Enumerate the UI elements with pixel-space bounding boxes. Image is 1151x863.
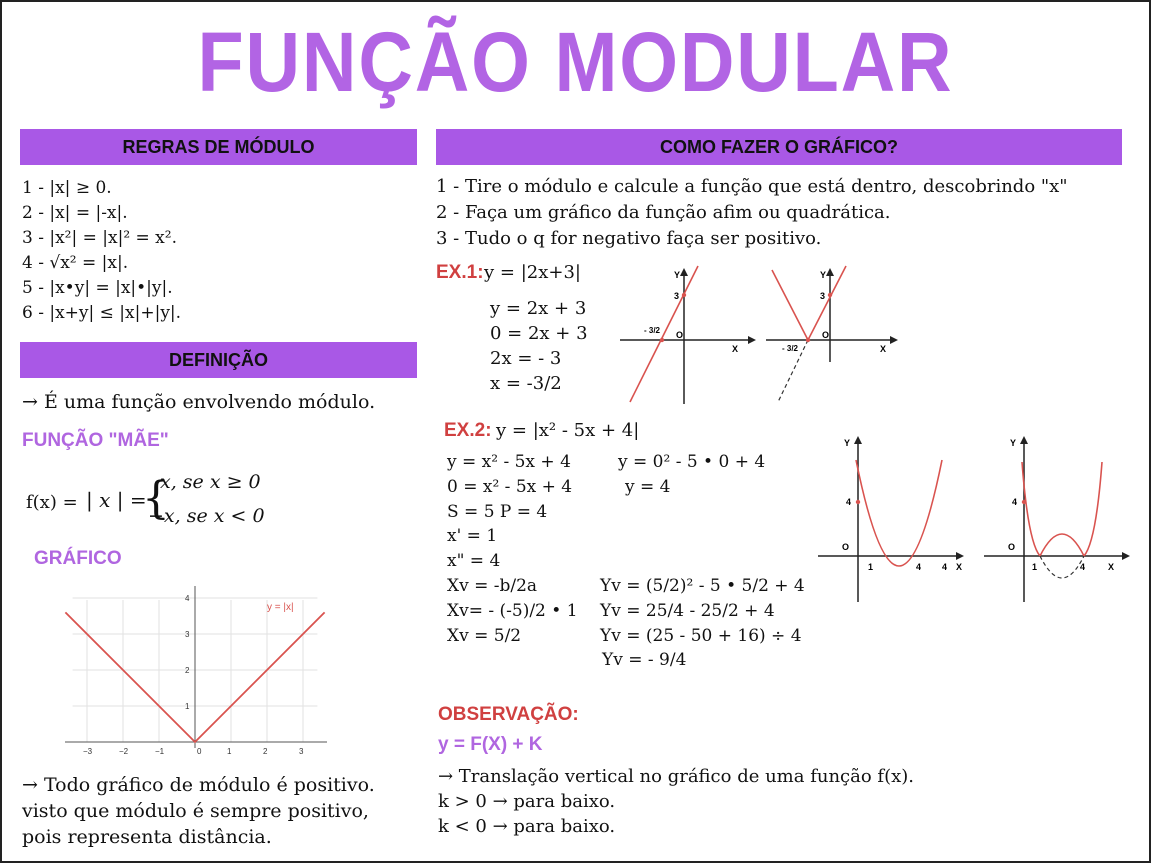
ex2-step: y = x² - 5x + 4 xyxy=(447,452,571,472)
ex2-graph-abs xyxy=(982,432,1132,604)
ex2-step: Xv = 5/2 xyxy=(447,625,522,646)
ex1b-point xyxy=(828,293,832,297)
ex2-step: x' = 1 xyxy=(447,526,498,547)
rule-item: 2 - |x| = |-x|. xyxy=(22,203,128,223)
observation-line: → Translação vertical no gráfico de uma função f(x). xyxy=(438,766,915,787)
ex1a-point xyxy=(682,293,686,297)
ex2b-origin: O xyxy=(1008,542,1016,552)
ex2-step: Yv = - 9/4 xyxy=(602,650,687,671)
ex2-graph-quadratic xyxy=(816,432,966,604)
ex1b-point xyxy=(806,338,810,342)
ex2-step: y = 0² - 5 • 0 + 4 xyxy=(618,452,766,472)
ex1-equation: y = |2x+3| xyxy=(484,262,581,283)
abs-y-tick: 4 xyxy=(185,594,190,603)
abs-x-tick: 3 xyxy=(299,747,304,756)
rule-item: 5 - |x•y| = |x|•|y|. xyxy=(22,278,173,298)
abs-x-tick: 0 xyxy=(197,747,202,756)
ex2a-origin: O xyxy=(842,542,850,552)
ex2b-dashed-arc xyxy=(1040,556,1084,578)
abs-y-tick: 2 xyxy=(185,666,190,675)
observation-lines xyxy=(438,764,914,839)
ex2-right-bottom xyxy=(600,574,805,673)
ex2b-y-label: Y xyxy=(1010,438,1017,448)
abs-x-tick: −2 xyxy=(119,747,129,756)
ex2b-y-arrow xyxy=(1020,436,1028,444)
observation-line: k < 0 → para baixo. xyxy=(438,816,616,837)
abs-y-tick: 3 xyxy=(185,630,190,639)
ex1a-y-label: Y xyxy=(674,270,681,280)
observation-line: k > 0 → para baixo. xyxy=(438,791,616,812)
ex2-step: Xv= - (-5)/2 • 1 xyxy=(447,600,578,621)
ex1-label: EX.1: xyxy=(436,262,484,283)
rule-item: 4 - √x² = |x|. xyxy=(22,253,129,273)
ex1b-root: - 3/2 xyxy=(782,344,799,353)
ex1-graph-linear xyxy=(616,262,756,407)
definition-text: → É uma função envolvendo módulo. xyxy=(22,391,376,413)
ex2a-y-arrow xyxy=(854,436,862,444)
ex2b-reflected-arc xyxy=(1040,534,1084,556)
ex2b-right-branch xyxy=(1084,462,1102,556)
ex1a-origin: O xyxy=(676,330,684,340)
ex1-step: 0 = 2x + 3 xyxy=(490,323,588,344)
formula-abs: | x | = xyxy=(86,488,147,512)
definition-header: DEFINIÇÃO xyxy=(20,342,417,378)
observation-formula: y = F(X) + K xyxy=(438,734,543,755)
abs-graph xyxy=(55,580,335,760)
rules-list xyxy=(22,176,181,326)
ex2-step: Yv = (5/2)² - 5 • 5/2 + 4 xyxy=(600,576,805,596)
ex2b-intercept: 4 xyxy=(1012,497,1018,507)
howto-header: COMO FAZER O GRÁFICO? xyxy=(436,129,1122,165)
ex2a-x-arrow xyxy=(956,552,964,560)
rule-item: 1 - |x| ≥ 0. xyxy=(22,178,112,198)
abs-y-ticks xyxy=(185,594,190,711)
ex2a-root1: 1 xyxy=(868,562,874,572)
ex1b-right-branch xyxy=(808,266,846,340)
formula-lhs: f(x) = xyxy=(26,492,78,513)
ex2-left-steps xyxy=(447,450,578,648)
abs-x-tick: −1 xyxy=(155,747,165,756)
rule-item: 3 - |x²| = |x|² = x². xyxy=(22,228,177,248)
abs-x-tick: 1 xyxy=(227,747,232,756)
ex1a-root: - 3/2 xyxy=(644,326,661,335)
mother-formula xyxy=(26,470,306,540)
ex2b-root2: 4 xyxy=(1080,562,1086,572)
ex2b-x-label: X xyxy=(1108,562,1115,572)
ex2a-point xyxy=(856,500,860,504)
abs-y-tick: 1 xyxy=(185,702,190,711)
ex1a-x-arrow xyxy=(748,336,756,344)
ex2b-x-arrow xyxy=(1122,552,1130,560)
formula-case2: −x, se x < 0 xyxy=(148,505,265,527)
ex1b-x-arrow xyxy=(890,336,898,344)
ex1-steps xyxy=(490,296,588,396)
ex2-equation: y = |x² - 5x + 4| xyxy=(496,420,640,441)
howto-step: 1 - Tire o módulo e calcule a função que está dentro, descobrindo "x" xyxy=(436,176,1068,197)
ex2a-y-label: Y xyxy=(844,438,851,448)
ex2-step: x" = 4 xyxy=(447,551,501,572)
rule-item: 6 - |x+y| ≤ |x|+|y|. xyxy=(22,303,182,323)
ex1b-intercept: 3 xyxy=(820,291,826,301)
ex2b-point xyxy=(1022,500,1026,504)
howto-step: 2 - Faça um gráfico da função afim ou quadrática. xyxy=(436,202,891,223)
note-line: pois representa distância. xyxy=(22,826,272,848)
ex1a-line xyxy=(630,266,698,402)
ex2a-intercept: 4 xyxy=(846,497,852,507)
note-line: → Todo gráfico de módulo é positivo. xyxy=(22,774,375,796)
ex1a-x-label: X xyxy=(732,344,739,354)
formula-brace: { xyxy=(142,473,170,524)
abs-x-tick: 2 xyxy=(263,747,268,756)
ex2a-x-axis-4: 4 xyxy=(942,562,948,572)
ex2-step: S = 5 P = 4 xyxy=(447,501,548,522)
ex1-step: x = -3/2 xyxy=(490,373,562,394)
ex2-right-top xyxy=(618,450,765,500)
definition-note xyxy=(22,772,375,850)
ex1-step: y = 2x + 3 xyxy=(490,298,587,319)
ex1-step: 2x = - 3 xyxy=(490,348,562,369)
ex2-step: Yv = 25/4 - 25/2 + 4 xyxy=(600,600,775,621)
observation-label: OBSERVAÇÃO: xyxy=(438,704,579,725)
ex2b-root1: 1 xyxy=(1032,562,1038,572)
ex2a-x-label: X xyxy=(956,562,963,572)
ex1b-origin: O xyxy=(822,330,830,340)
ex1b-left-branch xyxy=(772,270,808,340)
page-title: FUNÇÃO MODULAR xyxy=(197,15,954,109)
ex2a-parabola xyxy=(856,460,942,566)
ex2-step: 0 = x² - 5x + 4 xyxy=(447,476,573,497)
ex2-step: y = 4 xyxy=(625,476,671,497)
ex2-step: Xv = -b/2a xyxy=(447,575,538,596)
ex1b-y-label: Y xyxy=(820,270,827,280)
abs-legend: y = |x| xyxy=(267,602,294,613)
note-line: visto que módulo é sempre positivo, xyxy=(22,800,369,822)
howto-steps xyxy=(436,174,1068,252)
ex2-label: EX.2: xyxy=(444,420,492,441)
mother-function-label: FUNÇÃO "MÃE" xyxy=(22,430,169,451)
formula-case1: x, se x ≥ 0 xyxy=(160,471,261,493)
ex1b-y-arrow xyxy=(826,268,834,276)
howto-step: 3 - Tudo o q for negativo faça ser positivo. xyxy=(436,228,822,249)
ex1-graph-abs xyxy=(762,262,902,407)
ex2-step: Yv = (25 - 50 + 16) ÷ 4 xyxy=(600,625,802,646)
rules-header: REGRAS DE MÓDULO xyxy=(20,129,417,165)
ex1b-x-label: X xyxy=(880,344,887,354)
ex1a-point xyxy=(660,338,664,342)
ex1a-intercept: 3 xyxy=(674,291,680,301)
ex1a-y-arrow xyxy=(680,268,688,276)
graph-label: GRÁFICO xyxy=(34,548,122,569)
ex2a-root2: 4 xyxy=(916,562,922,572)
abs-x-ticks xyxy=(83,747,304,756)
abs-x-tick: −3 xyxy=(83,747,93,756)
